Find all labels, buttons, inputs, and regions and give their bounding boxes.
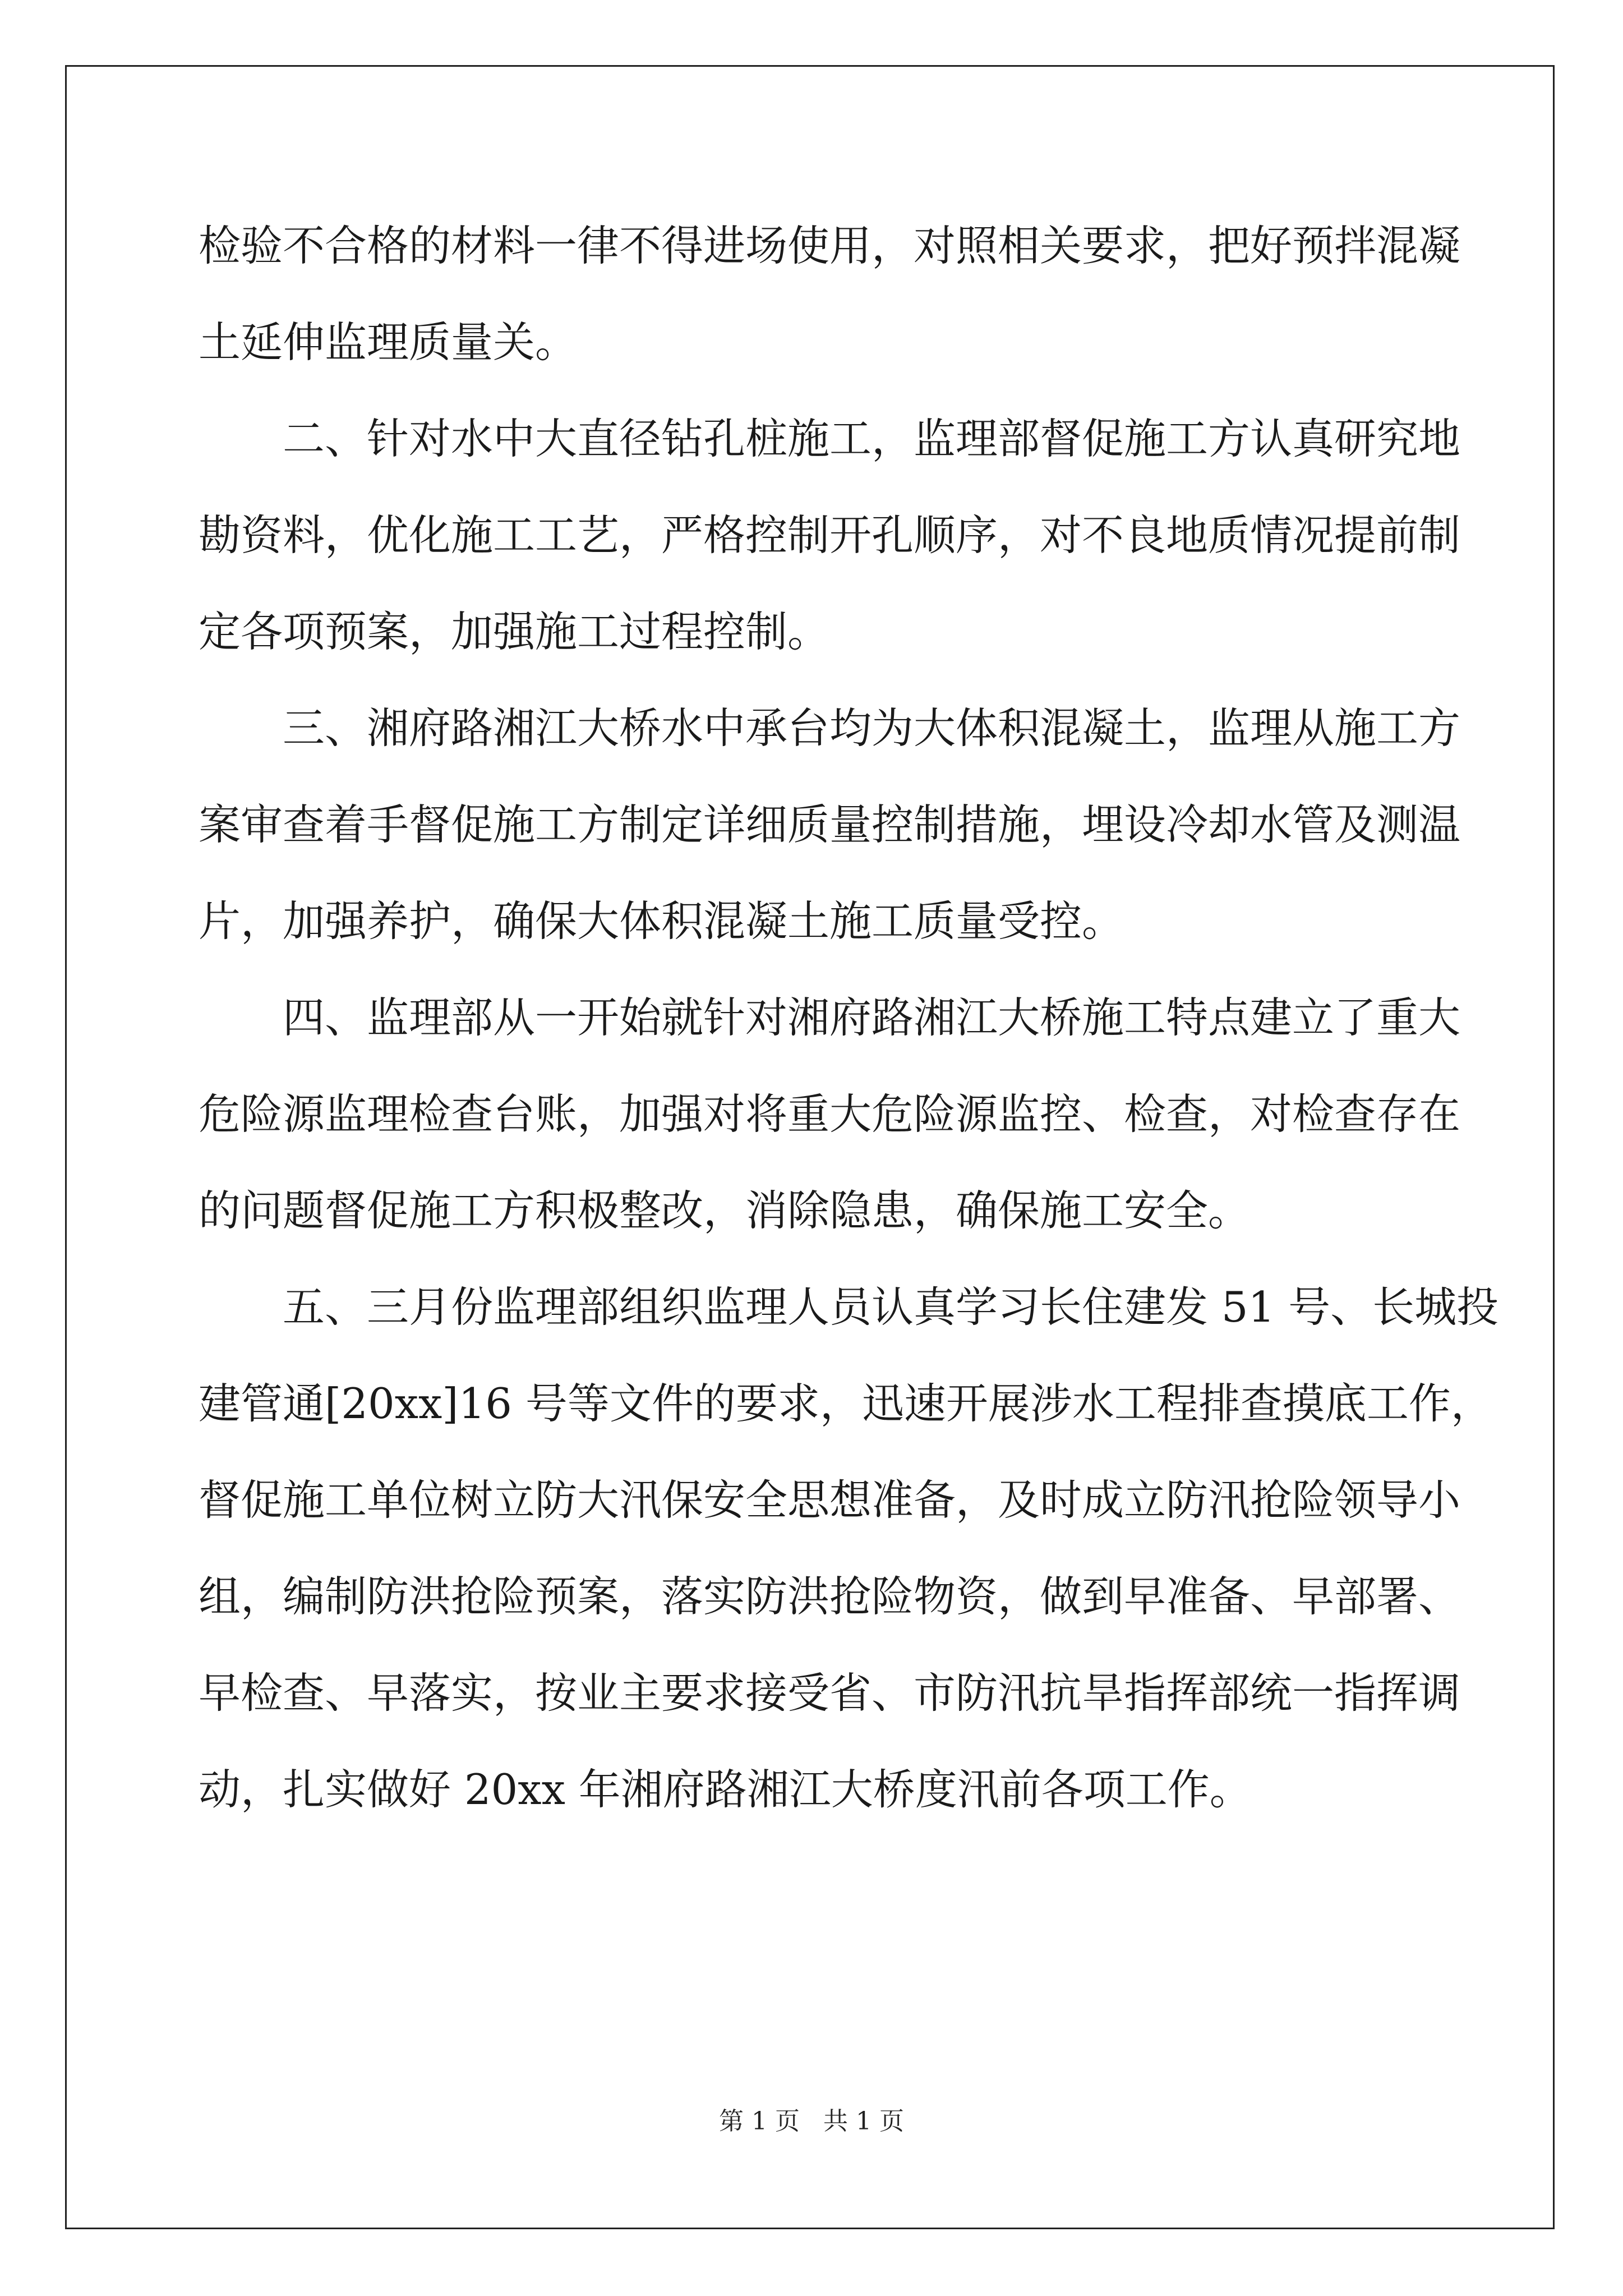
page-border: [65, 65, 1555, 2229]
body-text-line: 危险源监理检查台账，加强对将重大危险源监控、检查，对检查存在: [199, 1089, 1461, 1139]
body-text-line: 勘资料，优化施工工艺，严格控制开孔顺序，对不良地质情况提前制: [199, 510, 1461, 560]
body-text-line: 案审查着手督促施工方制定详细质量控制措施，埋设冷却水管及测温: [199, 800, 1461, 849]
body-text-line: 检验不合格的材料一律不得进场使用，对照相关要求，把好预拌混凝: [199, 221, 1461, 270]
body-text-line: 的问题督促施工方积极整改，消除隐患，确保施工安全。: [199, 1186, 1251, 1235]
body-text-line: 土延伸监理质量关。: [199, 318, 578, 367]
body-text-line: 组，编制防洪抢险预案，落实防洪抢险物资，做到早准备、早部署、: [199, 1572, 1461, 1621]
body-text-line: 督促施工单位树立防大汛保安全思想准备，及时成立防汛抢险领导小: [199, 1475, 1461, 1525]
body-text-line: 定各项预案，加强施工过程控制。: [199, 607, 830, 656]
paragraph-3-first-line: 三、湘府路湘江大桥水中承台均为大体积混凝土，监理从施工方: [283, 703, 1461, 753]
paragraph-2-first-line: 二、针对水中大直径钻孔桩施工，监理部督促施工方认真研究地: [283, 414, 1461, 463]
body-text-line: 建管通[20xx]16 号等文件的要求，迅速开展涉水工程排查摸底工作，: [199, 1379, 1493, 1428]
paragraph-4-first-line: 四、监理部从一开始就针对湘府路湘江大桥施工特点建立了重大: [283, 993, 1461, 1042]
body-text-line: 动，扎实做好 20xx 年湘府路湘江大桥度汛前各项工作。: [199, 1765, 1252, 1814]
body-text-line: 早检查、早落实，按业主要求接受省、市防汛抗旱指挥部统一指挥调: [199, 1668, 1461, 1718]
body-text-line: 片，加强养护，确保大体积混凝土施工质量受控。: [199, 896, 1124, 946]
paragraph-5-first-line: 五、三月份监理部组织监理人员认真学习长住建发 51 号、长城投: [283, 1282, 1499, 1332]
page-footer: 第 1 页 共 1 页: [719, 2107, 904, 2136]
